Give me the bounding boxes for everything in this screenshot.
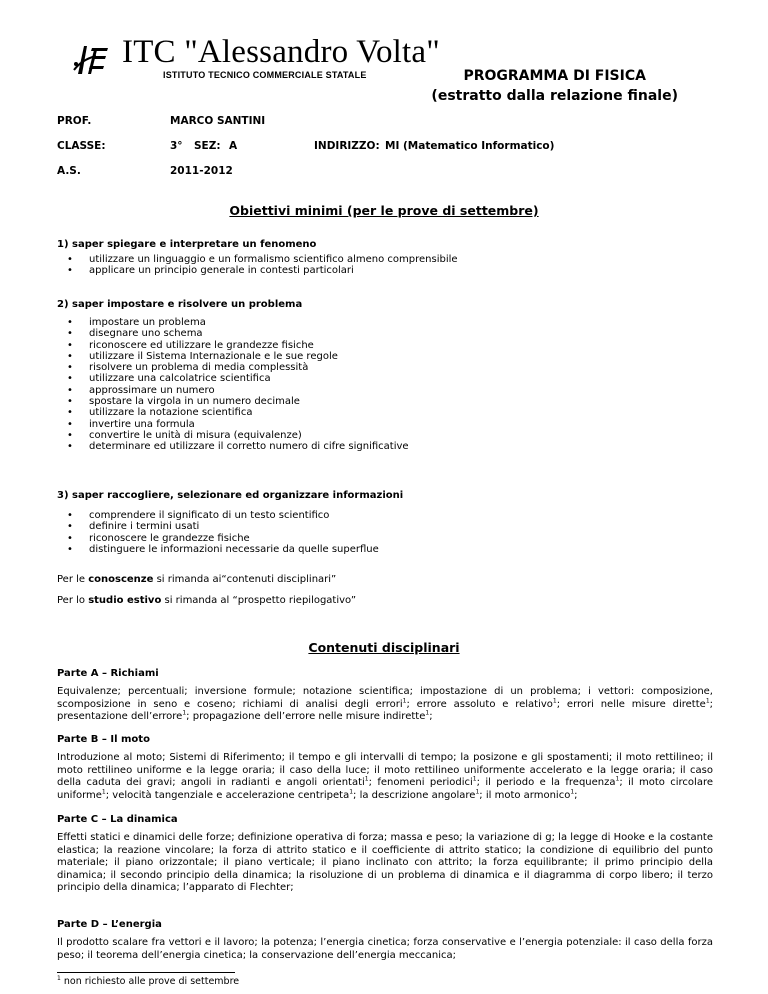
footnote-mark: 1: [101, 788, 106, 796]
text-segment: ;: [574, 789, 578, 801]
footnote-mark: 1: [182, 709, 187, 717]
footnote-mark: 1: [425, 709, 430, 717]
as-value: 2011-2012: [170, 165, 233, 177]
list-item: • risolvere un problema di media complessità: [57, 362, 713, 373]
text-segment: Introduzione al moto; Sistemi di Riferimento; il tempo e gli intervalli di tempo; la posizone e gli spostamenti; il moto rettilineo; il moto rettilineo uniforme e la legge oraria; il caso della luce; il moto rettilineo uniformente accelerato e la legge oraria; il caso della caduta dei gravi; angoli in radianti e angoli orientati: [57, 752, 713, 789]
indirizzo-label: INDIRIZZO:: [314, 140, 380, 152]
footnote-mark: 1: [475, 788, 480, 796]
footnote-mark: 1: [364, 775, 369, 783]
list-item: • disegnare uno schema: [57, 328, 713, 339]
text-segment: ; presentazione dell’errore: [57, 698, 714, 723]
contenuti-title: Contenuti disciplinari: [308, 640, 460, 655]
bullet-list: [57, 317, 713, 453]
school-subtitle: ISTITUTO TECNICO COMMERCIALE STATALE: [163, 70, 367, 80]
footnote-mark: 1: [349, 788, 354, 796]
list-item: • determinare ed utilizzare il corretto numero di cifre significative: [57, 441, 713, 452]
text-segment: ; fenomeni periodici: [368, 777, 473, 789]
program-title: PROGRAMMA DI FISICA: [463, 68, 646, 84]
classe-label: CLASSE:: [57, 140, 106, 152]
bullet-list: [57, 254, 713, 277]
footnote-divider: [57, 972, 235, 973]
parte-d: [57, 918, 713, 962]
school-logo-icon: [70, 40, 110, 78]
text-segment: ; velocità tangenziale e accelerazione centripeta: [105, 789, 350, 801]
list-item: • impostare un problema: [57, 317, 713, 328]
obiettivi-group-1: [57, 238, 713, 277]
footnote-mark: 1: [552, 697, 557, 705]
list-item: • riconoscere ed utilizzare le grandezze fisiche: [57, 340, 713, 351]
studio-estivo-note: [57, 594, 713, 607]
list-item: • approssimare un numero: [57, 385, 713, 396]
text-segment: ; propagazione dell’errore nelle misure indirette: [186, 711, 426, 723]
obiettivi-group-heading: 3) saper raccogliere, selezionare ed organizzare informazioni: [57, 490, 404, 501]
footnote-mark: 1: [472, 775, 477, 783]
indirizzo-value: MI (Matematico Informatico): [385, 140, 555, 152]
note-bold: conoscenze: [88, 574, 154, 585]
text-segment: ; la descrizione angolare: [353, 789, 476, 801]
text-segment: ; errore assoluto e relativo: [406, 698, 553, 710]
as-label: A.S.: [57, 165, 81, 177]
parte-a: [57, 667, 713, 724]
obiettivi-group-2: [57, 298, 713, 453]
list-item: • applicare un principio generale in contesti particolari: [57, 265, 713, 276]
text-segment: ; il moto circolare uniforme: [57, 777, 713, 801]
list-item: • convertire le unità di misura (equivalenze): [57, 430, 713, 441]
bullet-list: [57, 510, 713, 555]
footnote-mark: 1: [402, 697, 407, 705]
sez-value: A: [229, 140, 238, 152]
obiettivi-title: Obiettivi minimi (per le prove di settembre): [229, 203, 539, 218]
footnote: [57, 976, 239, 987]
list-item: • utilizzare una calcolatrice scientifica: [57, 373, 713, 384]
footnote-text: non richiesto alle prove di settembre: [63, 976, 240, 987]
classe-value: 3°: [170, 140, 183, 152]
parte-heading: Parte D – L’energia: [57, 919, 162, 930]
footnote-mark: 1: [615, 775, 620, 783]
note-bold: studio estivo: [88, 595, 162, 606]
list-item: • utilizzare il Sistema Internazionale e le sue regole: [57, 351, 713, 362]
parte-heading: Parte B – Il moto: [57, 734, 150, 745]
text-segment: ; il periodo e la frequenza: [476, 777, 616, 789]
list-item: • distinguere le informazioni necessarie da quelle superflue: [57, 544, 713, 555]
obiettivi-group-heading: 2) saper impostare e risolvere un problema: [57, 299, 303, 310]
obiettivi-group-3: [57, 489, 713, 555]
footnote-mark: 1: [570, 788, 575, 796]
sez-label: SEZ:: [194, 140, 221, 152]
footnote-mark: 1: [57, 974, 61, 982]
parte-c: [57, 813, 713, 895]
note-text: Per lo: [57, 595, 89, 606]
parte-b: [57, 733, 713, 802]
parte-text: [57, 686, 713, 724]
list-item: • invertire una formula: [57, 419, 713, 430]
prof-label: PROF.: [57, 115, 92, 127]
text-segment: ; il moto armonico: [479, 789, 571, 801]
program-subtitle: (estratto dalla relazione finale): [431, 88, 678, 104]
text-segment: ; errori nelle misure dirette: [556, 698, 706, 710]
parte-heading: Parte A – Richiami: [57, 668, 159, 679]
school-name: ITC "Alessandro Volta": [122, 34, 440, 70]
text-segment: ;: [429, 711, 433, 723]
note-text: si rimanda al “prospetto riepilogativo”: [161, 595, 356, 606]
note-text: Per le: [57, 574, 89, 585]
parte-text: Effetti statici e dinamici delle forze; definizione operativa di forza; massa e peso; la variazione di g; la legge di Hooke e la costante elastica; la reazione vincolare; la forza di attrito statico e il coefficiente di attrito statico; la condizione di equilibrio del punto materiale; il piano orizzontale; il piano verticale; il piano inclinato con attrito; la forza equilibrante; il primo principio della dinamica; il secondo principio della dinamica; la risoluzione di un problema di dinamica e il diagramma di corpo libero; il terzo principio della dinamica; l’apparato di Flechter;: [57, 832, 713, 894]
list-item: • utilizzare la notazione scientifica: [57, 407, 713, 418]
note-text: si rimanda ai“contenuti disciplinari”: [153, 574, 337, 585]
parte-heading: Parte C – La dinamica: [57, 814, 178, 825]
prof-value: MARCO SANTINI: [170, 115, 266, 127]
program-title-block: [431, 66, 678, 106]
list-item: • utilizzare un linguaggio e un formalismo scientifico almeno comprensibile: [57, 254, 713, 265]
conoscenze-note: [57, 573, 713, 586]
parte-text: [57, 752, 713, 802]
obiettivi-group-heading: 1) saper spiegare e interpretare un fenomeno: [57, 239, 317, 250]
text-segment: Equivalenze; percentuali; inversione formule; notazione scientifica; impostazione di un problema; i vettori: composizione, scomposizione in seno e coseno; richiami di analisi degli errori: [57, 686, 713, 710]
list-item: • definire i termini usati: [57, 521, 713, 532]
footnote-mark: 1: [705, 697, 710, 705]
list-item: • spostare la virgola in un numero decimale: [57, 396, 713, 407]
list-item: • comprendere il significato di un testo scientifico: [57, 510, 713, 521]
list-item: • riconoscere le grandezze fisiche: [57, 533, 713, 544]
parte-text: Il prodotto scalare fra vettori e il lavoro; la potenza; l’energia cinetica; forza conservative e l’energia potenziale: il caso della forza peso; il teorema dell’energia cinetica; la conservazione dell’energia meccanica;: [57, 937, 713, 961]
